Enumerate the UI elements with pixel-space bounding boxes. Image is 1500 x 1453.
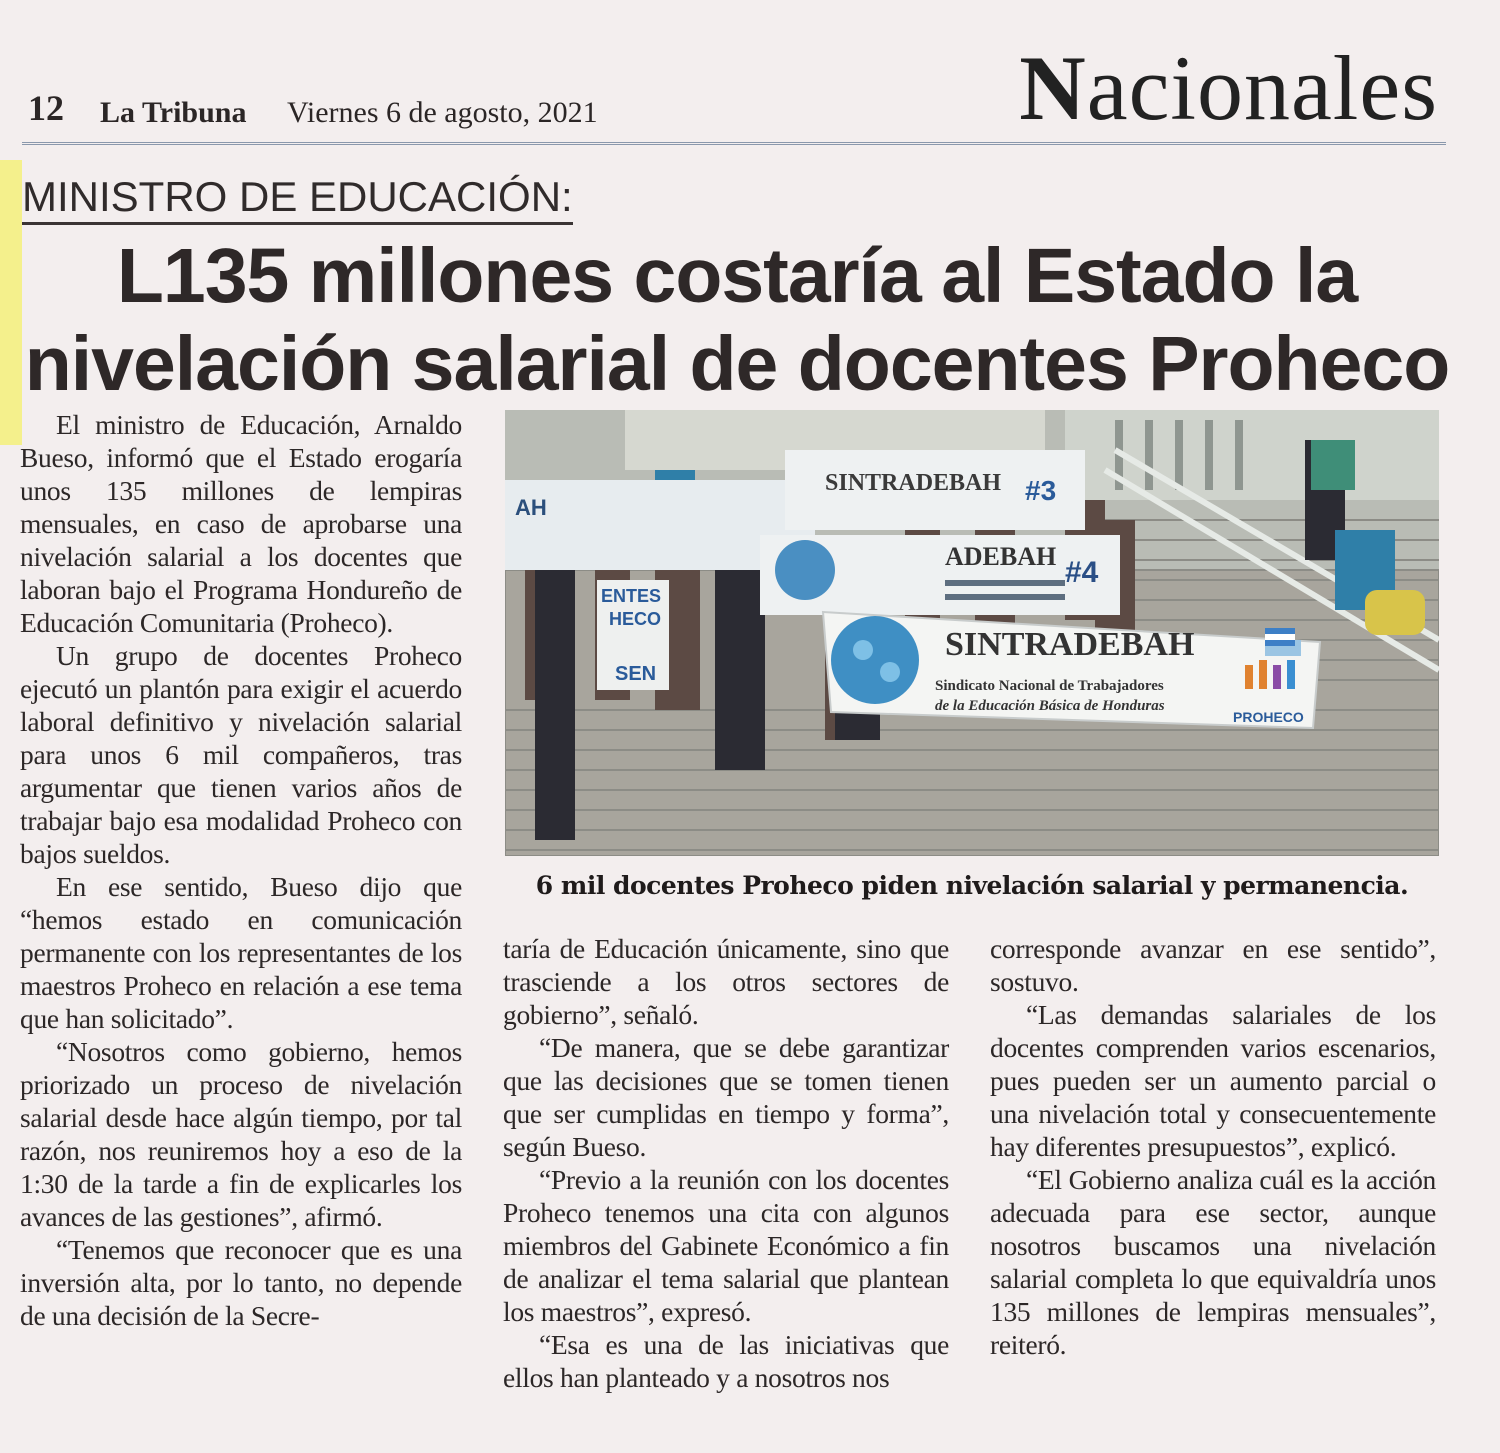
paragraph: “El Gobierno analiza cuál es la acción adecuada para ese sector, aunque nosotros buscamos una nivelación salarial completa lo que equivaldría unos 135 millones de lempiras mensuales”, reiteró. — [990, 1164, 1436, 1360]
section-title — [1019, 37, 1438, 139]
protest-sign-text-3: SEN — [615, 663, 657, 685]
banner-1-subtitle-2: de la Educación Básica de Honduras — [935, 698, 1165, 714]
newspaper-name: La Tribuna — [100, 96, 247, 129]
protest-sign-text-2: HECO — [609, 609, 662, 629]
headline-line-1: L135 millones costaría al Estado la — [116, 233, 1358, 319]
paragraph: En ese sentido, Bueso dijo que “hemos estado en comunicación permanente con los representantes de los maestros Proheco en relación a ese tema que han solicitado”. — [20, 871, 462, 1034]
headline-line-2: nivelación salarial de docentes Proheco — [24, 321, 1450, 407]
banner-1-title: SINTRADEBAH — [945, 626, 1195, 663]
banner-1-logo: PROHECO — [1233, 709, 1304, 725]
article-column-1 — [20, 408, 462, 1332]
paragraph: “Las demandas salariales de los docentes comprenden varios escenarios, pues pueden ser un aumento parcial o una nivelación total y consecuentemente hay diferentes presupuestos”, explicó. — [990, 999, 1436, 1162]
svg-text:AH: AH — [515, 495, 547, 520]
paragraph: “Nosotros como gobierno, hemos priorizado un proceso de nivelación salarial desde hace algún tiempo, por tal razón, nos reuniremos hoy a eso de la 1:30 de la tarde a fin de explicarles los avances de las gestiones”, afirmó. — [20, 1036, 462, 1232]
paragraph: corresponde avanzar en ese sentido”, sostuvo. — [990, 933, 1436, 997]
paragraph: Un grupo de docentes Proheco ejecutó un plantón para exigir el acuerdo laboral definitivo y nivelación salarial para unos 6 mil compañeros, tras argumentar que tienen varios años de trabajar bajo esa modalidad Proheco con bajos sueldos. — [20, 640, 462, 869]
banner-3-number: #3 — [1025, 475, 1057, 506]
paragraph: El ministro de Educación, Arnaldo Bueso, informó que el Estado erogaría unos 135 millones de lempiras mensuales, en caso de aprobarse una nivelación salarial a los docentes que laboran bajo el Programa Hondureño de Educación Comunitaria (Proheco). — [20, 409, 462, 638]
article-column-3 — [990, 932, 1436, 1361]
paragraph: “Esa es una de las iniciativas que ellos han planteado y a nosotros nos — [503, 1329, 949, 1393]
paragraph: “De manera, que se debe garantizar que las decisiones que se tomen tienen que ser cumplidas en tiempo y forma”, según Bueso. — [503, 1032, 949, 1162]
protest-sign-text-1: ENTES — [601, 586, 662, 606]
highlighter-mark — [0, 160, 22, 445]
publication-date: Viernes 6 de agosto, 2021 — [287, 96, 598, 129]
banner-2-number: #4 — [1065, 556, 1099, 589]
section-title-rest: acionales — [1086, 37, 1438, 139]
banner-2-title: ADEBAH — [945, 542, 1057, 571]
article-kicker: MINISTRO DE EDUCACIÓN: — [22, 172, 573, 225]
header-divider — [22, 142, 1446, 145]
banner-1-subtitle-1: Sindicato Nacional de Trabajadores — [935, 678, 1164, 694]
article-headline — [22, 232, 1452, 408]
photo-caption: 6 mil docentes Proheco piden nivelación salarial y permanencia. — [535, 871, 1409, 900]
article-photo — [505, 410, 1439, 856]
page-number: 12 — [28, 88, 64, 128]
banner-3-title: SINTRADEBAH — [825, 470, 1002, 496]
paragraph: “Previo a la reunión con los docentes Proheco tenemos una cita con algunos miembros del Gabinete Económico a fin de analizar el tema salarial que plantean los maestros”, expresó. — [503, 1164, 949, 1327]
paragraph: “Tenemos que reconocer que es una inversión alta, por lo tanto, no depende de una decisión de la Secre- — [20, 1234, 462, 1331]
section-title-initial: N — [1019, 37, 1087, 139]
article-column-2 — [503, 932, 949, 1394]
paragraph: taría de Educación únicamente, sino que trasciende a los otros sectores de gobierno”, señaló. — [503, 933, 949, 1030]
